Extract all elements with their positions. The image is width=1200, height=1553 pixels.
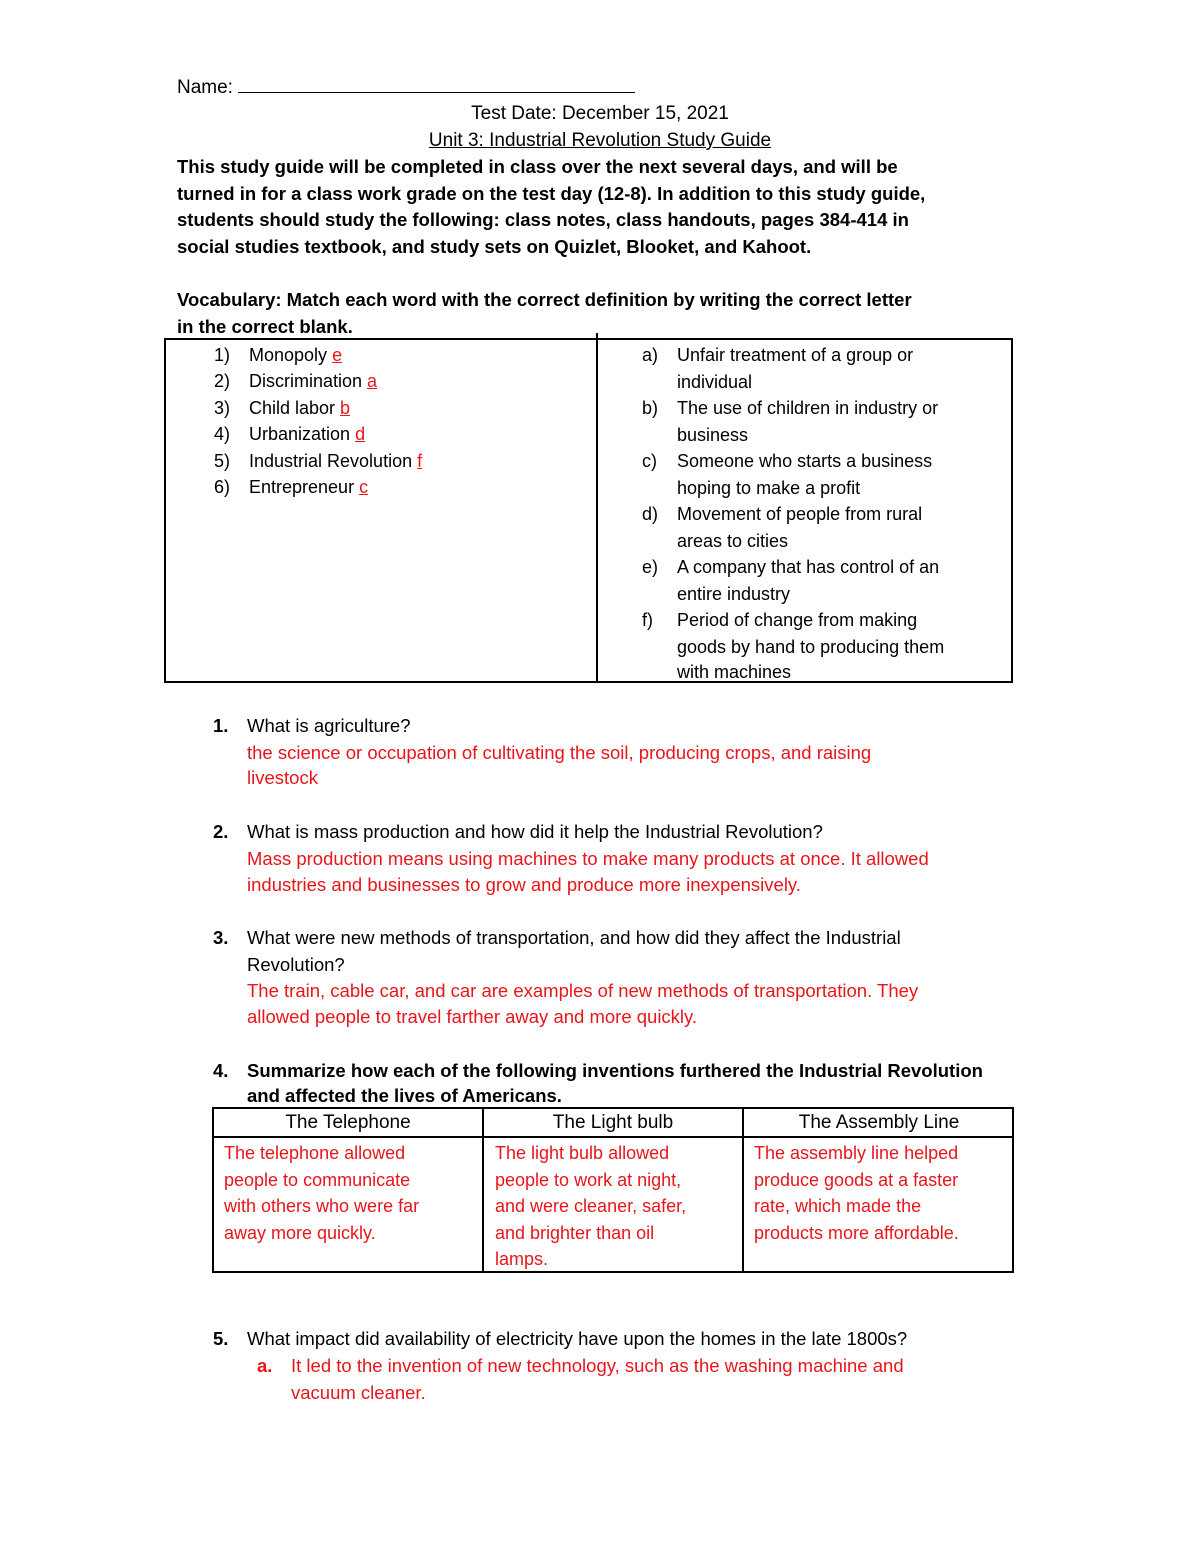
definition-line: Unfair treatment of a group or: [677, 345, 914, 365]
answer-line: produce goods at a faster: [754, 1169, 959, 1190]
question-number: 1.: [213, 715, 229, 736]
answer-line: The telephone allowed: [224, 1143, 406, 1163]
definition-letter: c): [642, 451, 657, 471]
vocab-word-num: 4): [213, 424, 230, 444]
definition-line: areas to cities: [677, 530, 789, 551]
answer-1-line-1: the science or occupation of cultivating the soil, producing crops, and raising: [247, 742, 872, 763]
vocab-word: [249, 448, 422, 475]
vocab-table: [164, 338, 1013, 683]
definition-letter: e): [642, 557, 659, 577]
answer-3-line-1: The train, cable car, and car are examples of new methods of transportation. They: [247, 980, 919, 1001]
vocab-answer[interactable]: b: [340, 398, 351, 418]
definition-line: hoping to make a profit: [677, 477, 861, 498]
vocab-word: [249, 395, 350, 422]
intro-line-2: turned in for a class work grade on the test day (12-8). In addition to this study guide,: [177, 183, 926, 204]
inventions-table: [212, 1107, 1014, 1273]
vocab-word: [249, 474, 368, 501]
vocab-answer[interactable]: d: [355, 424, 366, 444]
question-text: What were new methods of transportation, and how did they affect the Industrial: [247, 927, 901, 948]
definition-line: A company that has control of an: [677, 557, 940, 577]
vocab-word: [249, 368, 377, 395]
question-text: What is mass production and how did it help the Industrial Revolution?: [247, 821, 823, 842]
question-text: What is agriculture?: [247, 715, 411, 736]
name-label: Name:: [177, 77, 233, 98]
answer-line: away more quickly.: [224, 1222, 376, 1243]
definition-line: goods by hand to producing them: [677, 636, 945, 657]
definition-letter: b): [642, 398, 659, 418]
question-text: What impact did availability of electricity have upon the homes in the late 1800s?: [247, 1328, 908, 1349]
vocab-word-text: Monopoly: [249, 345, 333, 365]
vocab-answer[interactable]: c: [359, 477, 369, 497]
vocab-word-text: Entrepreneur: [249, 477, 360, 497]
vocab-instructions-1: Vocabulary: Match each word with the correct definition by writing the correct letter: [177, 289, 912, 310]
vocab-word-num: 1): [213, 345, 230, 365]
vocab-word-num: 5): [213, 451, 230, 471]
vocab-word-num: 3): [213, 398, 230, 418]
test-date: Test Date: December 15, 2021: [471, 103, 729, 124]
light-bulb-answer: [495, 1140, 686, 1273]
answer-5-letter: a.: [257, 1355, 273, 1376]
definition-line: Someone who starts a business: [677, 451, 933, 471]
answer-line: and were cleaner, safer,: [495, 1196, 687, 1216]
definition-line: individual: [677, 371, 753, 392]
answer-5-line-1: It led to the invention of new technology, such as the washing machine and: [291, 1355, 904, 1376]
definition-line: Movement of people from rural: [677, 504, 923, 524]
definition-line: Period of change from making: [677, 610, 918, 630]
answer-line: products more affordable.: [754, 1222, 959, 1243]
vocab-instructions-2: in the correct blank.: [177, 316, 353, 337]
intro-line-1: This study guide will be completed in class over the next several days, and will be: [177, 156, 898, 177]
page-title: Unit 3: Industrial Revolution Study Guide: [428, 130, 772, 151]
definition-letter: a): [642, 345, 659, 365]
definition-line: entire industry: [677, 583, 791, 604]
header-telephone: The Telephone: [285, 1112, 411, 1133]
answer-line: and brighter than oil: [495, 1222, 655, 1243]
vocab-word-text: Child labor: [249, 398, 341, 418]
vocab-word: [249, 421, 365, 448]
answer-line: lamps.: [495, 1249, 549, 1269]
assembly-line-answer: [754, 1140, 959, 1246]
definition-letter: d): [642, 504, 659, 524]
question-4-text-line-2: and affected the lives of Americans.: [247, 1085, 562, 1106]
answer-3-line-2: allowed people to travel farther away and more quickly.: [247, 1006, 698, 1027]
vocab-answer[interactable]: a: [367, 371, 378, 391]
header-light-bulb: The Light bulb: [552, 1112, 674, 1133]
answer-line: with others who were far: [224, 1196, 420, 1216]
answer-line: The assembly line helped: [754, 1143, 959, 1163]
question-number: 5.: [213, 1328, 229, 1349]
definition-line: with machines: [677, 662, 792, 682]
vocab-word-text: Industrial Revolution: [249, 451, 418, 471]
name-blank[interactable]: [238, 74, 635, 93]
vocab-word-num: 6): [213, 477, 230, 497]
answer-5-line-2: vacuum cleaner.: [291, 1382, 426, 1403]
vocab-answer[interactable]: e: [332, 345, 343, 365]
intro-line-4: social studies textbook, and study sets on Quizlet, Blooket, and Kahoot.: [177, 236, 812, 257]
answer-line: The light bulb allowed: [495, 1143, 670, 1163]
question-number: 4.: [213, 1060, 229, 1081]
question-number: 3.: [213, 927, 229, 948]
answer-line: people to communicate: [224, 1169, 411, 1190]
answer-line: rate, which made the: [754, 1196, 922, 1216]
telephone-answer: [224, 1140, 419, 1246]
definition-line: business: [677, 424, 749, 445]
vocab-answer[interactable]: f: [417, 451, 423, 471]
answer-2-line-2: industries and businesses to grow and produce more inexpensively.: [247, 874, 801, 895]
question-3-text-line-2: Revolution?: [247, 954, 345, 975]
header-assembly-line: The Assembly Line: [798, 1112, 960, 1133]
vocab-word-num: 2): [213, 371, 230, 391]
answer-line: people to work at night,: [495, 1169, 682, 1190]
definition-line: The use of children in industry or: [677, 398, 939, 418]
vocab-divider: [596, 333, 598, 683]
definition-letter: f): [642, 610, 653, 630]
vocab-word-text: Discrimination: [249, 371, 368, 391]
question-text: Summarize how each of the following inventions furthered the Industrial Revolution: [247, 1060, 983, 1081]
vocab-word-text: Urbanization: [249, 424, 356, 444]
intro-line-3: students should study the following: class notes, class handouts, pages 384-414 in: [177, 209, 909, 230]
table-header-divider: [214, 1136, 1012, 1138]
vocab-word: [249, 342, 342, 369]
name-line: [177, 74, 635, 102]
answer-1-line-2: livestock: [247, 767, 318, 788]
answer-2-line-1: Mass production means using machines to make many products at once. It allowed: [247, 848, 929, 869]
question-number: 2.: [213, 821, 229, 842]
